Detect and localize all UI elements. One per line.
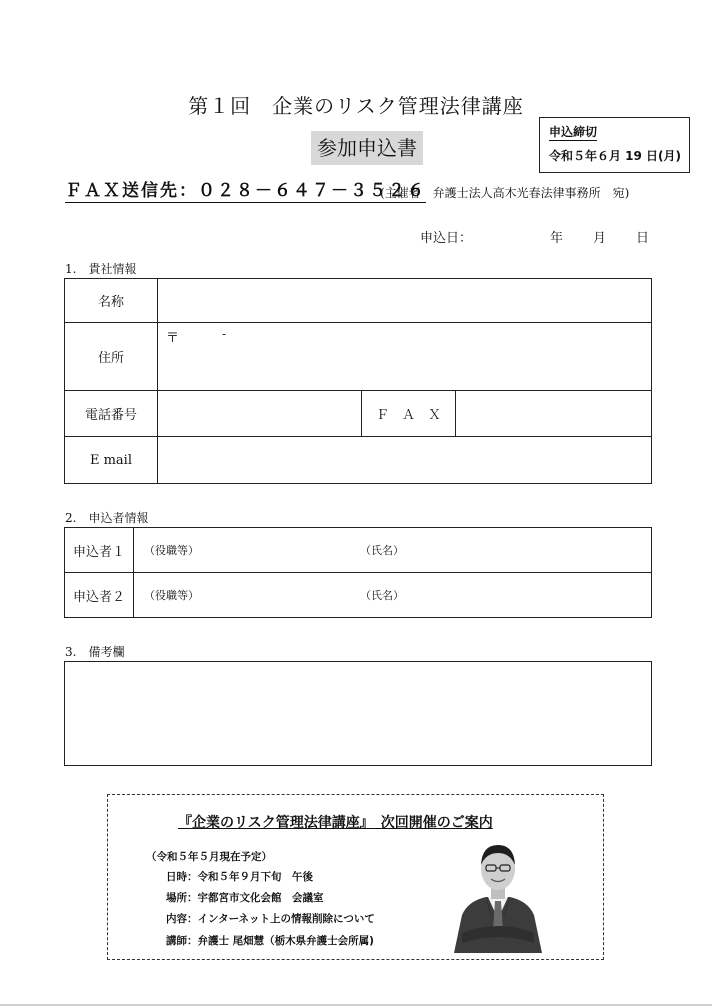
- deadline-label: 申込締切: [549, 125, 598, 139]
- deadline-date: 令和５年６月 19 日(月): [549, 149, 682, 163]
- notice-lecturer: 講師：弁護士 尾畑慧（栃木県弁護士会所属): [166, 935, 374, 947]
- name-label: （氏名）: [360, 589, 404, 602]
- address-field[interactable]: [158, 323, 652, 391]
- company-name-label: 名称: [65, 279, 158, 323]
- host-note: (主催者 弁護士法人高木光春法律事務所 宛): [380, 186, 630, 200]
- form-subtitle: 参加申込書: [311, 131, 423, 165]
- name-label: （氏名）: [360, 544, 404, 557]
- application-year: 年: [550, 231, 564, 246]
- fax-destination: ＦＡＸ送信先：０２８－６４７－３５２６: [65, 181, 426, 201]
- company-info-table: [64, 278, 652, 484]
- postal-dash: -: [222, 327, 227, 341]
- notice-place: 場所：宇都宮市文化会館 会議室: [166, 892, 324, 904]
- deadline-box: [539, 117, 690, 173]
- address-label: 住所: [65, 323, 158, 391]
- fax-field[interactable]: [456, 391, 652, 437]
- applicant-label: 申込者１: [65, 528, 134, 573]
- notice-as-of: （令和５年５月現在予定）: [146, 851, 272, 863]
- email-field[interactable]: [158, 437, 652, 484]
- phone-label: 電話番号: [65, 391, 158, 437]
- fax-label: Ｆ Ａ Ｘ: [362, 391, 456, 437]
- applicant-table: [64, 527, 652, 618]
- applicant-label: 申込者２: [65, 573, 134, 618]
- notice-title: 『企業のリスク管理法律講座』 次回開催のご案内: [178, 815, 493, 831]
- application-day: 日: [636, 231, 650, 246]
- lecturer-photo: [448, 835, 548, 953]
- section3-heading: 3. 備考欄: [65, 645, 125, 659]
- application-month: 月: [593, 231, 607, 246]
- next-session-notice: [107, 794, 604, 960]
- page-bottom-divider: [0, 1004, 712, 1006]
- application-date-label: 申込日：: [420, 231, 473, 246]
- postal-mark: 〒: [166, 331, 180, 346]
- position-label: （役職等）: [144, 544, 199, 557]
- remarks-field[interactable]: [64, 661, 652, 766]
- applicant-row: [65, 573, 652, 618]
- phone-field[interactable]: [158, 391, 362, 437]
- section1-heading: 1. 貴社情報: [65, 262, 137, 276]
- page-title: 第１回 企業のリスク管理法律講座: [188, 94, 524, 118]
- section2-heading: 2. 申込者情報: [65, 511, 149, 525]
- applicant-row: [65, 528, 652, 573]
- email-label: E mail: [65, 437, 158, 484]
- notice-content: 内容：インターネット上の情報削除について: [166, 913, 375, 925]
- company-name-field[interactable]: [158, 279, 652, 323]
- applicant-field[interactable]: [134, 528, 652, 573]
- notice-datetime: 日時：令和５年９月下旬 午後: [166, 871, 313, 883]
- position-label: （役職等）: [144, 589, 199, 602]
- applicant-field[interactable]: [134, 573, 652, 618]
